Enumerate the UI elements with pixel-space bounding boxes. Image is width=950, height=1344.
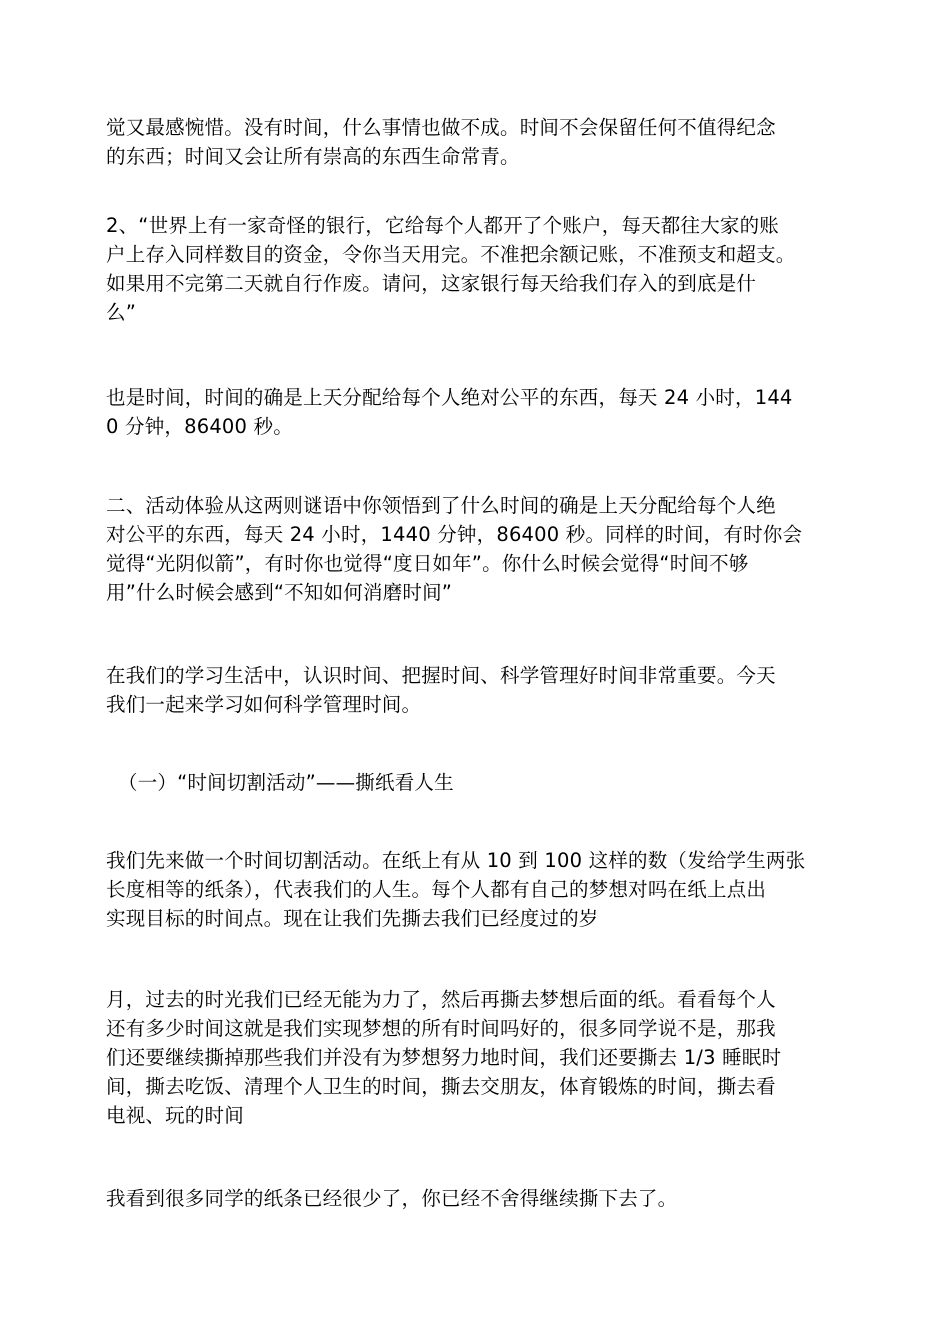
heading-line: （一）“时间切割活动”——撕纸看人生 bbox=[118, 771, 454, 794]
paragraph-tear-paper bbox=[106, 985, 846, 1130]
text-line: 电视、玩的时间 bbox=[106, 1104, 244, 1127]
paragraph-riddle-answer bbox=[106, 383, 846, 441]
paragraph-riddle-bank bbox=[106, 211, 846, 327]
text-line: 对公平的东西，每天 24 小时，1440 分钟，86400 秒。同样的时间，有时你会 bbox=[106, 523, 803, 546]
text-line: 么” bbox=[106, 301, 137, 324]
paragraph-activity-experience bbox=[106, 491, 846, 607]
text-line: 我们一起来学习如何科学管理时间。 bbox=[106, 693, 422, 716]
paragraph-time-management bbox=[106, 661, 846, 719]
text-line: 还有多少时间这就是我们实现梦想的所有时间吗好的，很多同学说不是，那我 bbox=[106, 1017, 776, 1040]
text-line: 2、“世界上有一家奇怪的银行，它给每个人都开了个账户，每天都往大家的账 bbox=[106, 214, 780, 237]
text-line: 实现目标的时间点。现在让我们先撕去我们已经度过的岁 bbox=[106, 907, 599, 930]
text-line: 二、活动体验从这两则谜语中你领悟到了什么时间的确是上天分配给每个人绝 bbox=[106, 494, 776, 517]
text-line: 0 分钟，86400 秒。 bbox=[106, 415, 293, 438]
text-line: 户上存入同样数目的资金，令你当天用完。不准把余额记账，不准预支和超支。 bbox=[106, 243, 796, 266]
section-heading-time-cutting bbox=[118, 768, 858, 797]
paragraph-conclusion bbox=[106, 1184, 846, 1213]
text-line: 们还要继续撕掉那些我们并没有为梦想努力地时间，我们还要撕去 1/3 睡眠时 bbox=[106, 1046, 782, 1069]
paragraph-cutting-activity bbox=[106, 846, 846, 933]
text-line: 长度相等的纸条），代表我们的人生。每个人都有自己的梦想对吗在纸上点出 bbox=[106, 878, 767, 901]
text-line: 在我们的学习生活中，认识时间、把握时间、科学管理好时间非常重要。今天 bbox=[106, 664, 776, 687]
text-line: 的东西；时间又会让所有崇高的东西生命常青。 bbox=[106, 145, 520, 168]
text-line: 月，过去的时光我们已经无能为力了，然后再撕去梦想后面的纸。看看每个人 bbox=[106, 988, 776, 1011]
text-line: 如果用不完第二天就自行作废。请问，这家银行每天给我们存入的到底是什 bbox=[106, 272, 757, 295]
text-line: 我看到很多同学的纸条已经很少了，你已经不舍得继续撕下去了。 bbox=[106, 1187, 678, 1210]
text-line: 用”什么时候会感到“不知如何消磨时间” bbox=[106, 581, 453, 604]
text-line: 觉又最感惋惜。没有时间，什么事情也做不成。时间不会保留任何不值得纪念 bbox=[106, 116, 776, 139]
paragraph-time-intro bbox=[106, 113, 846, 171]
text-line: 我们先来做一个时间切割活动。在纸上有从 10 到 100 这样的数（发给学生两张 bbox=[106, 849, 806, 872]
text-line: 间，撕去吃饭、清理个人卫生的时间，撕去交朋友，体育锻炼的时间，撕去看 bbox=[106, 1075, 776, 1098]
text-line: 觉得“光阴似箭”，有时你也觉得“度日如年”。你什么时候会觉得“时间不够 bbox=[106, 552, 749, 575]
text-line: 也是时间，时间的确是上天分配给每个人绝对公平的东西，每天 24 小时，144 bbox=[106, 386, 793, 409]
